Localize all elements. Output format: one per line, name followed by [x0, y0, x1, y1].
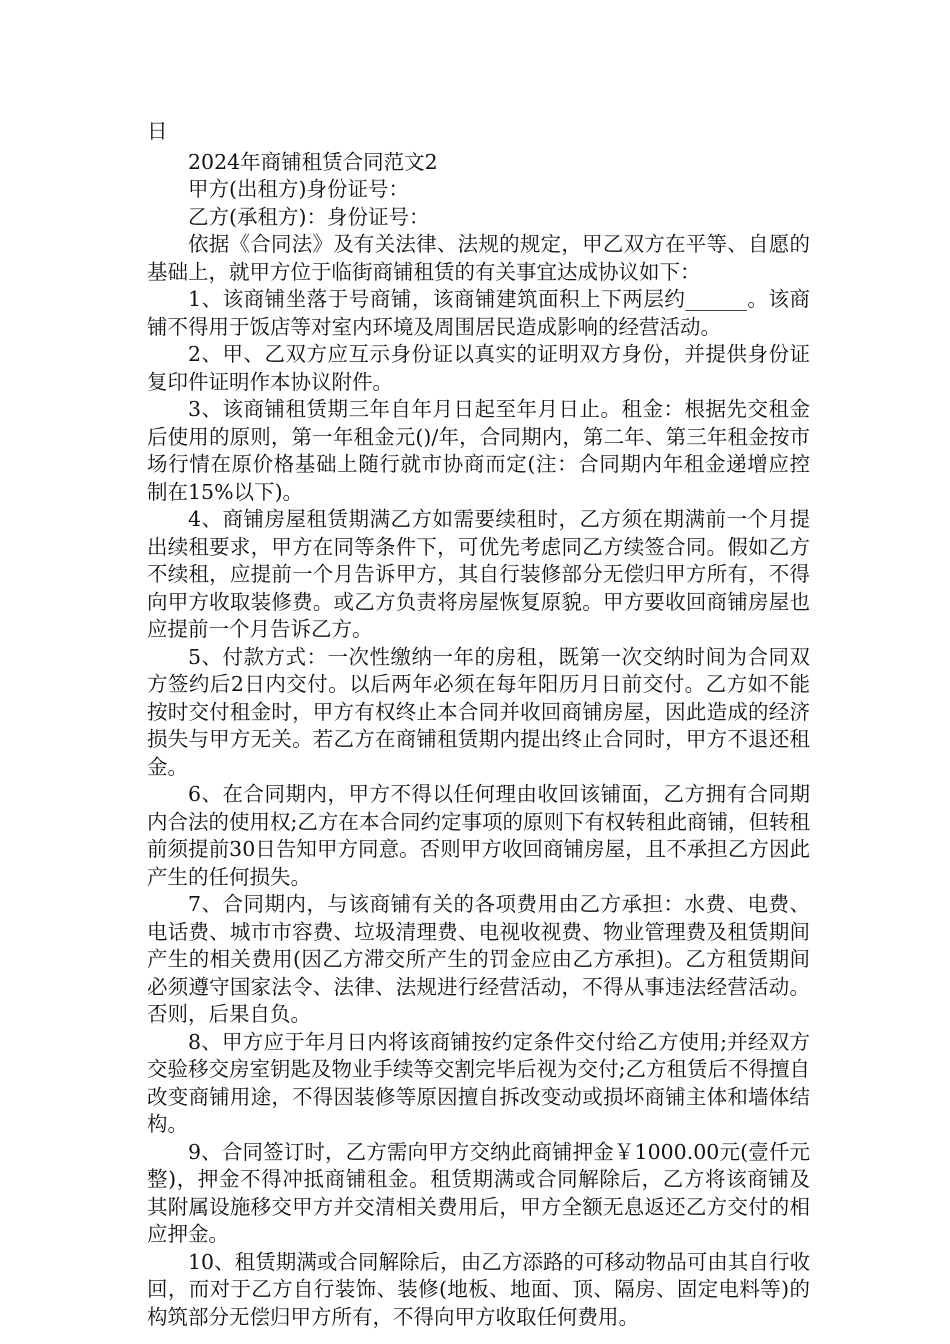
clause-10: 10、租赁期满或合同解除后，由乙方添路的可移动物品可由其自行收回，而对于乙方自行装饰、装修(地板、地面、顶、隔房、固定电料等)的构筑部分无偿归甲方所有，不得向甲方收取任何费用。: [147, 1249, 810, 1329]
clause-6: 6、在合同期内，甲方不得以任何理由收回该铺面，乙方拥有合同期内合法的使用权;乙方在本合同约定事项的原则下有权转租此商铺，但转租前须提前30日告知甲方同意。否则甲方收回商铺房屋，且不承担乙方因此产生的任何损失。: [147, 782, 810, 889]
clause-4: 4、商铺房屋租赁期满乙方如需要续租时，乙方须在期满前一个月提出续租要求，甲方在同等条件下，可优先考虑同乙方续签合同。假如乙方不续租，应提前一个月告诉甲方，其自行装修部分无偿归甲方所有，不得向甲方收取装修费。或乙方负责将房屋恢复原貌。甲方要收回商铺房屋也应提前一个月告诉乙方。: [147, 507, 810, 641]
clause-2: 2、甲、乙双方应互示身份证以真实的证明双方身份，并提供身份证复印件证明作本协议附件。: [147, 342, 810, 394]
party-b-line: 乙方(承租方)：身份证号：: [188, 204, 430, 229]
document-page: [147, 118, 810, 1331]
clause-7: 7、合同期内，与该商铺有关的各项费用由乙方承担：水费、电费、电话费、城市市容费、垃圾清理费、电视收视费、物业管理费及租赁期间产生的相关费用(因乙方滞交所产生的罚金应由乙方承担)。乙方租赁期间必须遵守国家法令、法律、法规进行经营活动，不得从事违法经营活动。否则，后果自负。: [147, 892, 810, 1026]
party-a-line: 甲方(出租方)身份证号：: [188, 177, 409, 201]
clause-1: 1、该商铺坐落于号商铺，该商铺建筑面积上下两层约______。该商铺不得用于饭店等对室内环境及周围居民造成影响的经营活动。: [147, 287, 810, 339]
intro-paragraph: 依据《合同法》及有关法律、法规的规定，甲乙双方在平等、自愿的基础上，就甲方位于临街商铺租赁的有关事宜达成协议如下：: [147, 232, 810, 284]
clause-5: 5、付款方式：一次性缴纳一年的房租，既第一次交纳时间为合同双方签约后2日内交付。以后两年必须在每年阳历月日前交付。乙方如不能按时交付租金时，甲方有权终止本合同并收回商铺房屋，因此造成的经济损失与甲方无关。若乙方在商铺租赁期内提出终止合同时，甲方不退还租金。: [147, 644, 810, 779]
leading-fragment: 日: [147, 119, 168, 143]
clause-9: 9、合同签订时，乙方需向甲方交纳此商铺押金￥1000.00元(壹仟元整)，押金不得冲抵商铺租金。租赁期满或合同解除后，乙方将该商铺及其附属设施移交甲方并交清相关费用后，甲方全额无息返还乙方交付的相应押金。: [147, 1139, 810, 1246]
document-title: 2024年商铺租赁合同范文2: [188, 149, 438, 174]
clause-8: 8、甲方应于年月日内将该商铺按约定条件交付给乙方使用;并经双方交验移交房室钥匙及物业手续等交割完毕后视为交付;乙方租赁后不得擅自改变商铺用途，不得因装修等原因擅自拆改变动或损坏商铺主体和墙体结构。: [147, 1029, 810, 1136]
clause-3: 3、该商铺租赁期三年自年月日起至年月日止。租金：根据先交租金后使用的原则，第一年租金元()/年，合同期内，第二年、第三年租金按市场行情在原价格基础上随行就市协商而定(注：合同期内年租金递增应控制在15%以下)。: [147, 397, 810, 504]
